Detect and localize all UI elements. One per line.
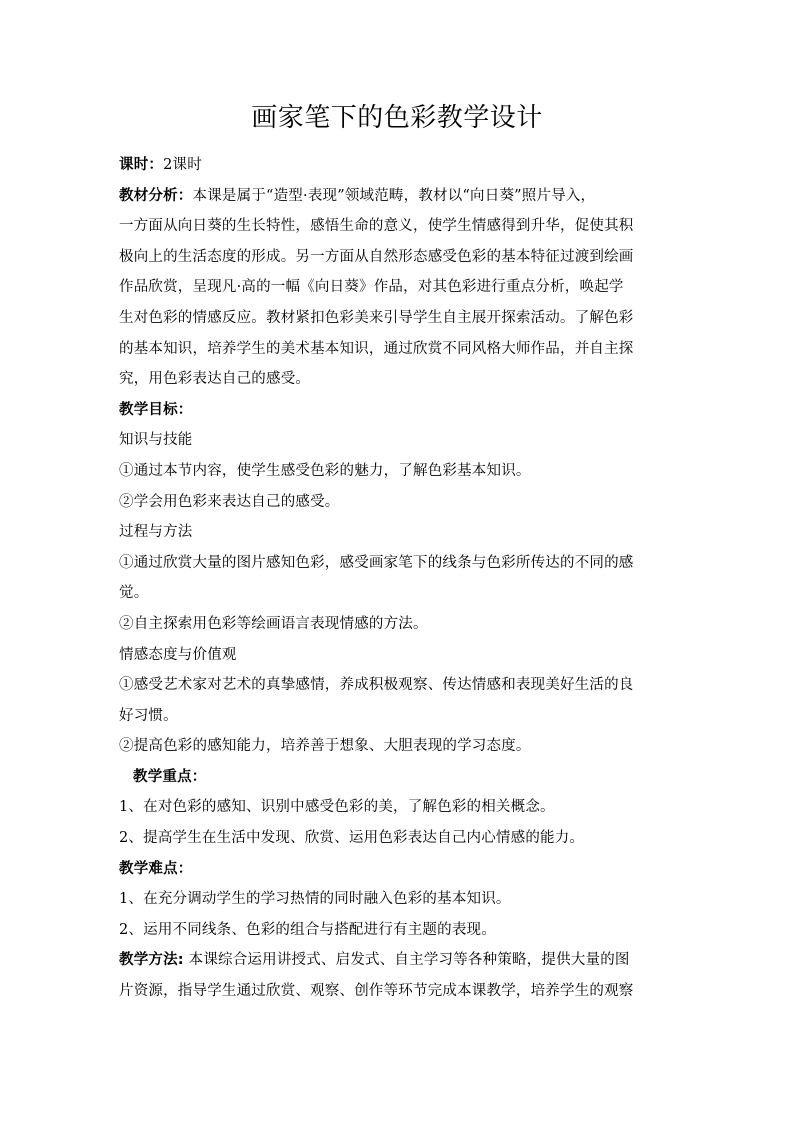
- methods-label: 教学方法:: [119, 952, 184, 969]
- list-item: 觉。: [119, 585, 149, 602]
- subsection-heading: 知识与技能: [119, 432, 193, 449]
- paragraph-line: 作品欣赏，呈现凡·高的一幅《向日葵》作品，对其色彩进行重点分析，唤起学: [119, 279, 624, 296]
- list-item: ②学会用色彩来表达自己的感受。: [119, 493, 340, 510]
- list-item: ①通过欣赏大量的图片感知色彩，感受画家笔下的线条与色彩所传达的不同的感: [119, 554, 634, 571]
- list-item: 好习惯。: [119, 707, 178, 724]
- methods-line: [119, 945, 679, 976]
- subsection-heading: 过程与方法: [119, 524, 193, 541]
- list-item: 1、在充分调动学生的学习热情的同时融入色彩的基本知识。: [119, 891, 511, 908]
- paragraph-text: 本课是属于“造型·表现”领域范畴，教材以“向日葵”照片导入，: [192, 187, 596, 204]
- class-hours-line: [119, 150, 679, 181]
- list-item: ①感受艺术家对艺术的真挚感情，养成积极观察、传达情感和表现美好生活的良: [119, 677, 634, 694]
- paragraph-line: 极向上的生活态度的形成。另一方面从自然形态感受色彩的基本特征过渡到绘画: [119, 248, 634, 265]
- paragraph-line: 生对色彩的情感反应。教材紧扣色彩美来引导学生自主展开探索活动。了解色彩: [119, 309, 634, 326]
- list-item: ①通过本节内容，使学生感受色彩的魅力，了解色彩基本知识。: [119, 462, 531, 479]
- paragraph-text: 本课综合运用讲授式、启发式、自主学习等各种策略，提供大量的图: [183, 952, 630, 969]
- class-hours-value: 2课时: [163, 157, 202, 173]
- class-hours-label: 课时：: [119, 157, 164, 173]
- key-points-label: 教学重点：: [133, 768, 207, 785]
- paragraph-line: 的基本知识，培养学生的美术基本知识，通过欣赏不同风格大师作品，并自主探: [119, 340, 634, 357]
- list-item: 2、提高学生在生活中发现、欣赏、运用色彩表达自己内心情感的能力。: [119, 830, 585, 847]
- paragraph-line: 片资源，指导学生通过欣赏、观察、创作等环节完成本课教学，培养学生的观察: [119, 983, 634, 1000]
- document-body: [119, 150, 679, 1007]
- goals-label: 教学目标：: [119, 401, 193, 418]
- list-item: 2、运用不同线条、色彩的组合与搭配进行有主题的表现。: [119, 921, 496, 938]
- subsection-heading: 情感态度与价值观: [119, 646, 237, 663]
- document-title: 画家笔下的色彩教学设计: [251, 103, 543, 133]
- material-analysis-line: [119, 181, 679, 212]
- paragraph-line: 究，用色彩表达自己的感受。: [119, 371, 311, 388]
- difficulties-label: 教学难点：: [119, 860, 193, 877]
- list-item: ②自主探索用色彩等绘画语言表现情感的方法。: [119, 615, 428, 632]
- list-item: ②提高色彩的感知能力，培养善于想象、大胆表现的学习态度。: [119, 738, 531, 755]
- material-analysis-label: 教材分析：: [119, 187, 193, 204]
- paragraph-line: 一方面从向日葵的生长特性，感悟生命的意义，使学生情感得到升华，促使其积: [119, 218, 634, 235]
- list-item: 1、在对色彩的感知、识别中感受色彩的美，了解色彩的相关概念。: [119, 799, 555, 816]
